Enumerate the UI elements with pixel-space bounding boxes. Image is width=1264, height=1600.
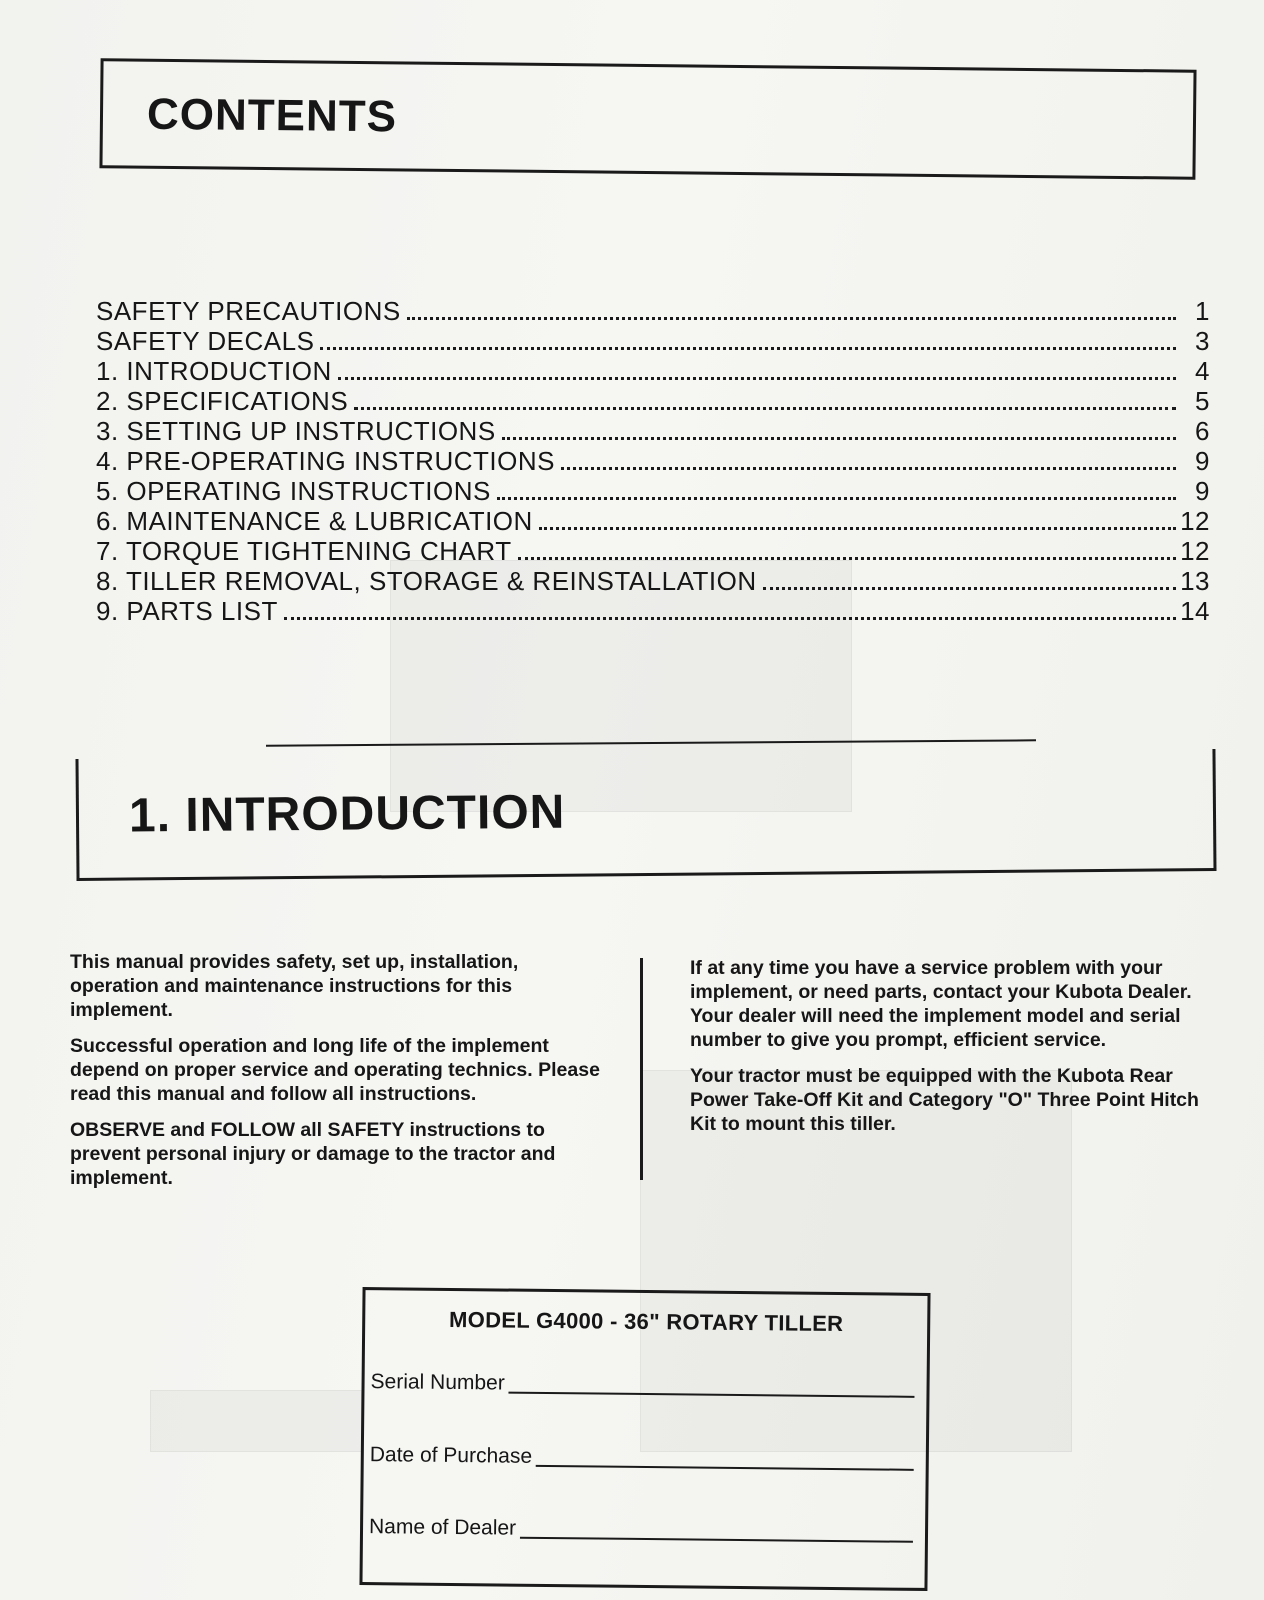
- toc-entry-page: 12: [1180, 506, 1210, 536]
- toc-entry-page: 1: [1195, 296, 1210, 326]
- toc-entry-label: SAFETY DECALS: [96, 326, 315, 356]
- contents-header-box: [99, 58, 1196, 179]
- bleed-through-shadow: [150, 1390, 362, 1452]
- introduction-paragraph: Successful operation and long life of the implement depend on proper service and operating technics. Please read this manual and follow all instructions.: [70, 1035, 600, 1105]
- toc-entry[interactable]: [96, 476, 1210, 506]
- toc-entry-label: 8. TILLER REMOVAL, STORAGE & REINSTALLATION: [96, 566, 757, 596]
- toc-entry-label: 9. PARTS LIST: [96, 596, 278, 626]
- introduction-paragraph: Your tractor must be equipped with the Kubota Rear Power Take-Off Kit and Category "O" Three Point Hitch Kit to mount this tiller.: [690, 1065, 1199, 1135]
- toc-entry-page: 5: [1195, 386, 1210, 416]
- toc-entry-label: 3. SETTING UP INSTRUCTIONS: [96, 416, 496, 446]
- toc-leader-dots: [354, 407, 1176, 410]
- toc-entry[interactable]: [96, 506, 1210, 536]
- serial-number-label: Serial Number: [370, 1370, 505, 1395]
- toc-leader-dots: [518, 557, 1176, 560]
- name-of-dealer-label: Name of Dealer: [368, 1515, 517, 1540]
- toc-entry-page: 9: [1195, 446, 1210, 476]
- toc-entry-page: 13: [1180, 566, 1210, 596]
- toc-entry[interactable]: [96, 596, 1210, 626]
- introduction-paragraph: If at any time you have a service problem with your implement, or need parts, contact your Kubota Dealer. Your dealer will need the implement model and serial number to give you prompt, efficient service.: [690, 957, 1192, 1051]
- section-rule: [266, 739, 1036, 746]
- toc-entry-label: 1. INTRODUCTION: [96, 356, 332, 386]
- model-registration-box: [359, 1287, 930, 1591]
- column-divider: [640, 958, 643, 1180]
- introduction-title: 1. INTRODUCTION: [128, 785, 566, 843]
- introduction-paragraph: This manual provides safety, set up, installation, operation and maintenance instructions for this implement.: [70, 951, 519, 1021]
- introduction-left-column: [70, 950, 600, 1202]
- date-of-purchase-field[interactable]: [370, 1443, 914, 1473]
- toc-entry[interactable]: [96, 326, 1210, 356]
- toc-entry[interactable]: [96, 536, 1210, 566]
- toc-leader-dots: [497, 497, 1176, 500]
- date-of-purchase-label: Date of Purchase: [369, 1443, 533, 1468]
- toc-entry-label: 2. SPECIFICATIONS: [96, 386, 349, 416]
- model-title: MODEL G4000 - 36" ROTARY TILLER: [449, 1306, 844, 1337]
- toc-leader-dots: [539, 527, 1176, 530]
- toc-entry[interactable]: [96, 416, 1210, 446]
- toc-leader-dots: [502, 437, 1176, 440]
- name-of-dealer-blank[interactable]: [520, 1537, 913, 1543]
- introduction-header-box: [75, 749, 1216, 881]
- toc-leader-dots: [763, 587, 1176, 590]
- introduction-paragraph: OBSERVE and FOLLOW all SAFETY instructions to prevent personal injury or damage to the tractor and implement.: [70, 1119, 556, 1189]
- toc-leader-dots: [284, 617, 1176, 620]
- toc-entry-label: 4. PRE-OPERATING INSTRUCTIONS: [96, 446, 555, 476]
- toc-entry-page: 14: [1180, 596, 1210, 626]
- toc-entry-page: 6: [1195, 416, 1210, 446]
- toc-entry-label: SAFETY PRECAUTIONS: [96, 296, 401, 326]
- toc-entry-page: 3: [1195, 326, 1210, 356]
- toc-entry-page: 12: [1180, 536, 1210, 566]
- toc-leader-dots: [561, 467, 1176, 470]
- toc-entry-label: 6. MAINTENANCE & LUBRICATION: [96, 506, 533, 536]
- contents-title: CONTENTS: [146, 89, 398, 142]
- toc-leader-dots: [338, 377, 1176, 380]
- serial-number-field[interactable]: [370, 1370, 914, 1400]
- toc-entry-label: 5. OPERATING INSTRUCTIONS: [96, 476, 491, 506]
- serial-number-blank[interactable]: [509, 1392, 915, 1398]
- table-of-contents: [96, 296, 1210, 626]
- toc-leader-dots: [407, 317, 1176, 320]
- toc-entry-label: 7. TORQUE TIGHTENING CHART: [96, 536, 512, 566]
- toc-entry[interactable]: [96, 446, 1210, 476]
- introduction-right-column: [690, 956, 1218, 1148]
- toc-entry[interactable]: [96, 566, 1210, 596]
- name-of-dealer-field[interactable]: [369, 1515, 913, 1545]
- toc-leader-dots: [320, 347, 1176, 350]
- toc-entry[interactable]: [96, 356, 1210, 386]
- toc-entry[interactable]: [96, 386, 1210, 416]
- toc-entry-page: 4: [1195, 356, 1210, 386]
- toc-entry[interactable]: [96, 296, 1210, 326]
- date-of-purchase-blank[interactable]: [536, 1465, 914, 1471]
- toc-entry-page: 9: [1195, 476, 1210, 506]
